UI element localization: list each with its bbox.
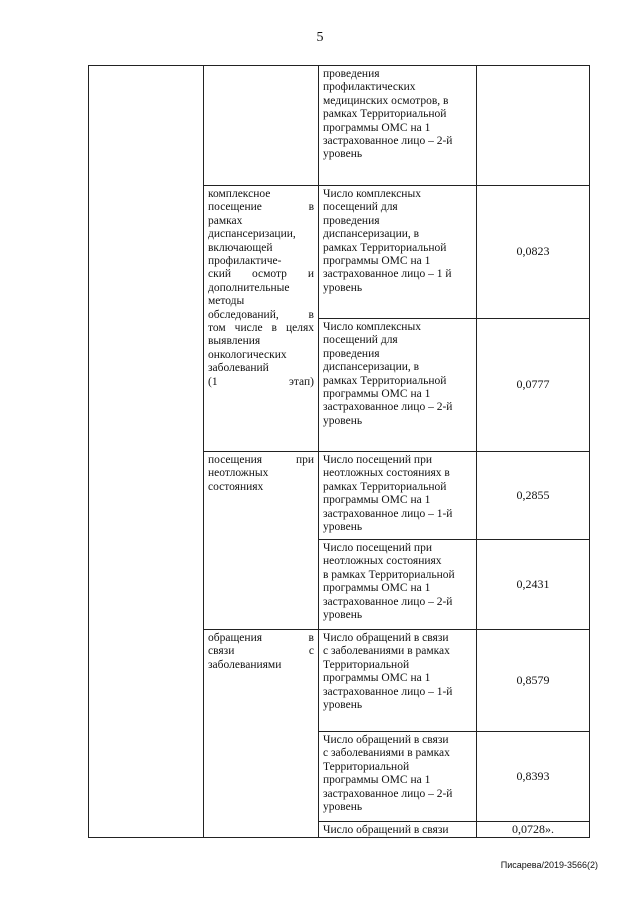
document-reference: Писарева/2019-3566(2) [500, 860, 598, 870]
indicator-text-line: проведения [323, 214, 380, 227]
indicator-text-line: программы ОМС на 1 [323, 494, 431, 507]
indicator-text-line: Число обращений в связи [323, 632, 449, 644]
indicator-text-line: рамках Территориальной [323, 374, 447, 387]
value-cell: 0,2855 [477, 452, 590, 540]
indicator-cell [319, 630, 477, 732]
indicator-cell [319, 186, 477, 319]
indicator-text-line: с заболеваниями в рамках [323, 747, 450, 760]
indicator-text-line: рамках Территориальной [323, 480, 447, 493]
indicator-text-line: застрахованное лицо – 2-й [323, 135, 453, 148]
indicator-text-line: медицинских осмотров, в [323, 94, 449, 107]
type-text-line: обследований, в [208, 308, 314, 321]
indicator-text-line: программы ОМС на 1 [323, 121, 431, 134]
indicator-text-line: застрахованное лицо – 1-й [323, 685, 453, 698]
indicator-text-line: в рамках Территориальной [323, 568, 455, 581]
indicator-text-line: Число обращений в связи [323, 824, 449, 836]
type-text-line: профилактиче- [208, 255, 282, 268]
type-text-line: заболеваниями [208, 658, 282, 671]
indicator-text-line: Территориальной [323, 658, 410, 671]
indicator-text-line: уровень [323, 148, 363, 161]
indicator-text-line: уровень [323, 801, 363, 814]
type-text-line: обращения в [208, 632, 314, 644]
value-cell: 0,8393 [477, 732, 590, 822]
indicator-text-line: проведения [323, 347, 380, 360]
indicator-text-line: уровень [323, 699, 363, 712]
type-text-line: дополнительные [208, 281, 290, 294]
indicator-table [88, 65, 590, 838]
indicator-cell [319, 732, 477, 822]
indicator-text-line: Число комплексных [323, 321, 421, 333]
type-cell [204, 186, 319, 452]
indicator-text-line: профилактических [323, 81, 416, 94]
value-cell: 0,0823 [477, 186, 590, 319]
value-cell: 0,8579 [477, 630, 590, 732]
table-row [89, 66, 590, 186]
indicator-text-line: программы ОМС на 1 [323, 582, 431, 595]
value-cell [477, 66, 590, 186]
type-text-line: рамках [208, 214, 243, 227]
type-text-line: состояниях [208, 480, 264, 493]
indicator-text-line: неотложных состояниях [323, 555, 442, 568]
indicator-text-line: программы ОМС на 1 [323, 672, 431, 685]
type-text-line: связи с [208, 645, 314, 658]
indicator-cell [319, 66, 477, 186]
type-cell [204, 630, 319, 838]
indicator-text-line: с заболеваниями в рамках [323, 645, 450, 658]
indicator-text-line: Территориальной [323, 760, 410, 773]
indicator-text-line: Число посещений при [323, 454, 432, 466]
indicator-text-line: неотложных состояниях в [323, 467, 450, 480]
indicator-cell [319, 540, 477, 630]
indicator-cell [319, 452, 477, 540]
indicator-text-line: Число посещений при [323, 542, 432, 554]
indicator-text-line: рамках Территориальной [323, 241, 447, 254]
value-cell: 0,2431 [477, 540, 590, 630]
column-a-cell [89, 66, 204, 838]
indicator-text-line: диспансеризации, в [323, 228, 420, 241]
indicator-text-line: уровень [323, 609, 363, 622]
type-text-line: онкологических [208, 348, 287, 361]
indicator-text-line: посещений для [323, 201, 398, 214]
indicator-text-line: уровень [323, 281, 363, 294]
indicator-text-line: программы ОМС на 1 [323, 388, 431, 401]
page-number: 5 [316, 30, 324, 45]
indicator-text-line: застрахованное лицо – 2-й [323, 787, 453, 800]
indicator-text-line: уровень [323, 414, 363, 427]
value-cell: 0,0728». [477, 822, 590, 838]
type-text-line: (1 этап) [208, 375, 314, 388]
type-text-line: посещения при [208, 454, 314, 466]
type-text-line: неотложных [208, 467, 269, 480]
type-text-line: посещение в [208, 201, 314, 214]
indicator-text-line: застрахованное лицо – 1-й [323, 507, 453, 520]
indicator-text-line: рамках Территориальной [323, 108, 447, 121]
indicator-text-line: программы ОМС на 1 [323, 774, 431, 787]
indicator-cell [319, 319, 477, 452]
indicator-cell [319, 822, 477, 838]
indicator-text-line: диспансеризации, в [323, 361, 420, 374]
indicator-text-line: проведения [323, 68, 380, 80]
type-text-line: том числе в целях [208, 322, 314, 335]
indicator-text-line: застрахованное лицо – 1 й [323, 268, 452, 281]
type-cell [204, 66, 319, 186]
type-text-line: выявления [208, 335, 261, 348]
indicator-text-line: Число комплексных [323, 188, 421, 200]
type-cell [204, 452, 319, 630]
indicator-text-line: застрахованное лицо – 2-й [323, 401, 453, 414]
value-cell: 0,0777 [477, 319, 590, 452]
indicator-text-line: Число обращений в связи [323, 734, 449, 746]
indicator-text-line: застрахованное лицо – 2-й [323, 595, 453, 608]
type-text-line: диспансеризации, [208, 228, 296, 241]
type-text-line: методы [208, 295, 245, 308]
type-text-line: заболеваний [208, 362, 269, 375]
indicator-text-line: посещений для [323, 334, 398, 347]
type-text-line: включающей [208, 241, 273, 254]
indicator-text-line: программы ОМС на 1 [323, 255, 431, 268]
type-text-line: комплексное [208, 188, 271, 200]
indicator-text-line: уровень [323, 521, 363, 534]
type-text-line: ский осмотр и [208, 268, 314, 281]
